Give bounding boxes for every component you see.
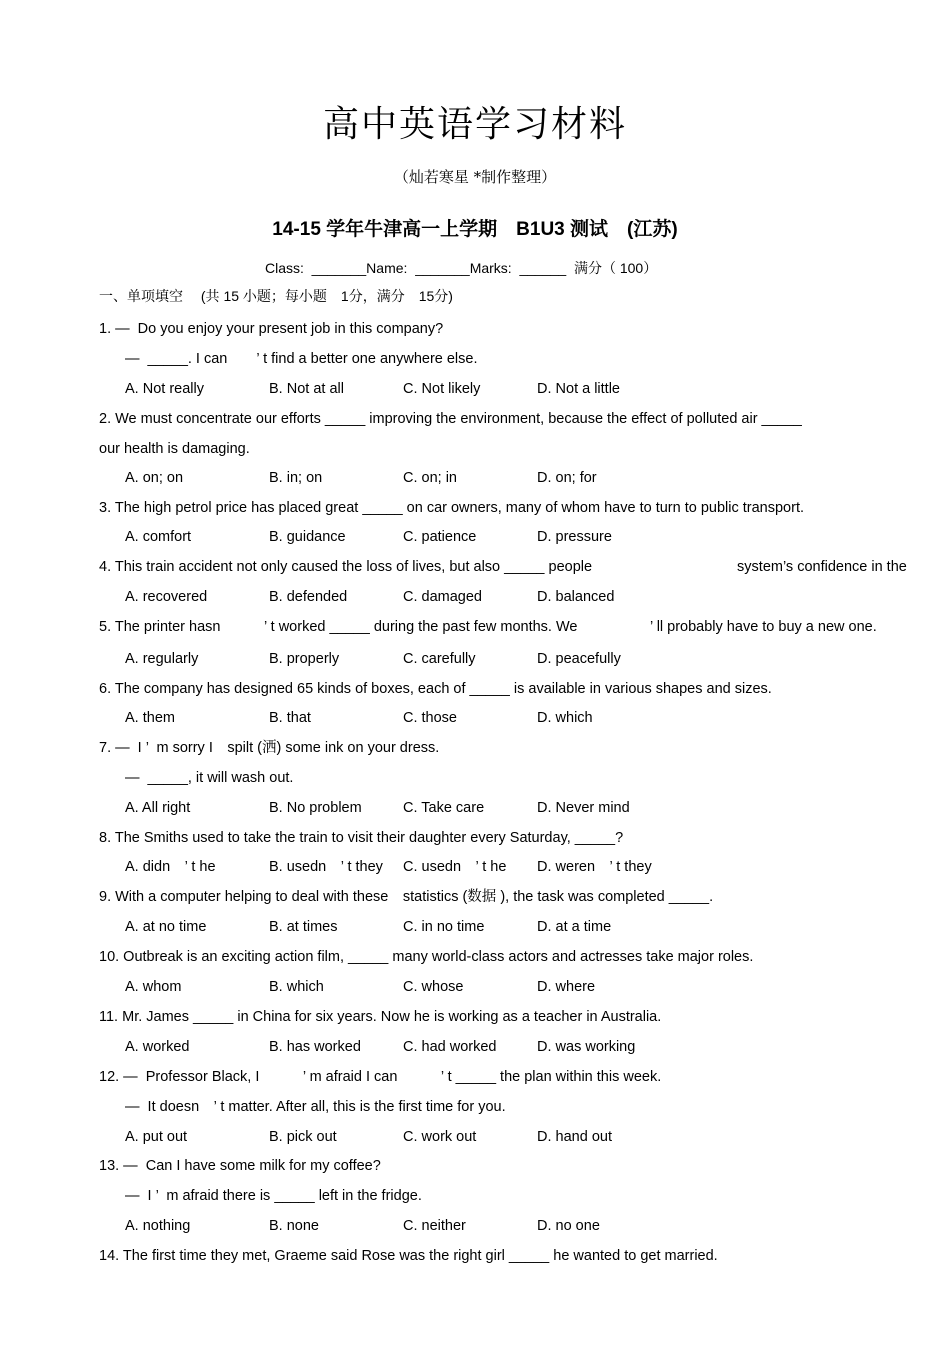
answer-option: A. didn ’ t he [125, 859, 216, 875]
question-text: 6. The company has designed 65 kinds of boxes, each of _____ is available in various shapes and sizes. [99, 681, 772, 697]
question-text: 12. — Professor Black, I ’ m afraid I can ’ t _____ the plan within this week. [99, 1069, 662, 1085]
answer-option: A. whom [125, 979, 182, 995]
answer-option: B. pick out [269, 1129, 337, 1145]
question-line: — _____. I can ’ t find a better one anywhere else. [125, 351, 478, 367]
question-line: our health is damaging. [99, 441, 250, 457]
answer-option: A. Not really [125, 381, 204, 397]
answer-option: A. All right [125, 800, 191, 816]
question-text: 14. The first time they met, Graeme said Rose was the right girl _____ he wanted to get married. [99, 1248, 718, 1264]
answer-option: B. No problem [269, 800, 362, 816]
answer-option: A. comfort [125, 529, 192, 545]
answer-option: B. Not at all [269, 381, 344, 397]
answer-option: A. on; on [125, 470, 184, 486]
question-text: 10. Outbreak is an exciting action film, _____ many world-class actors and actresses take major roles. [99, 949, 754, 965]
answer-option: B. usedn ’ t they [269, 859, 383, 875]
answer-option: C. on; in [403, 470, 457, 486]
answer-option: D. Not a little [537, 381, 620, 397]
question-text: 4. This train accident not only caused the loss of lives, but also _____ people system’s confidence in the [99, 559, 907, 575]
answer-option: B. none [269, 1218, 319, 1234]
test-title: 14-15 学年牛津高一上学期 B1U3 测试 (江苏) [272, 219, 678, 240]
question-text: 9. With a computer helping to deal with these statistics (数据 ), the task was completed _____. [99, 889, 714, 905]
answer-option: D. peacefully [537, 651, 621, 667]
answer-option: D. Never mind [537, 800, 630, 816]
answer-option: D. which [537, 710, 593, 726]
answer-option: B. guidance [269, 529, 346, 545]
answer-option: D. pressure [537, 529, 612, 545]
answer-option: C. had worked [403, 1039, 497, 1055]
answer-option: B. which [269, 979, 324, 995]
answer-option: C. damaged [403, 589, 482, 605]
answer-option: C. neither [403, 1218, 466, 1234]
answer-option: D. was working [537, 1039, 636, 1055]
answer-option: C. usedn ’ t he [403, 859, 507, 875]
answer-option: D. no one [537, 1218, 600, 1234]
answer-option: B. has worked [269, 1039, 361, 1055]
answer-option: B. in; on [269, 470, 323, 486]
answer-option: C. Take care [403, 800, 485, 816]
question-text: 11. Mr. James _____ in China for six years. Now he is working as a teacher in Australia. [99, 1009, 662, 1025]
answer-option: A. them [125, 710, 175, 726]
answer-option: D. balanced [537, 589, 615, 605]
question-text: 13. — Can I have some milk for my coffee? [99, 1158, 381, 1174]
answer-option: C. patience [403, 529, 477, 545]
question-text: 2. We must concentrate our efforts _____ improving the environment, because the effect of polluted air _____ [99, 411, 802, 427]
question-text: 3. The high petrol price has placed great _____ on car owners, many of whom have to turn to public transport. [99, 500, 804, 516]
answer-option: C. whose [403, 979, 464, 995]
question-text: 7. — I ’ m sorry I spilt (洒) some ink on your dress. [99, 740, 440, 756]
question-line: — _____, it will wash out. [125, 770, 294, 786]
answer-option: D. at a time [537, 919, 612, 935]
answer-option: B. properly [269, 651, 340, 667]
answer-option: A. regularly [125, 651, 199, 667]
answer-option: A. put out [125, 1129, 188, 1145]
answer-option: D. hand out [537, 1129, 612, 1145]
answer-option: C. those [403, 710, 457, 726]
subtitle: （灿若寒星 *制作整理） [393, 168, 557, 186]
answer-option: C. work out [403, 1129, 477, 1145]
question-line: — It doesn ’ t matter. After all, this is the first time for you. [125, 1099, 506, 1115]
answer-option: B. at times [269, 919, 338, 935]
answer-option: B. that [269, 710, 311, 726]
answer-option: A. at no time [125, 919, 207, 935]
question-line: — I ’ m afraid there is _____ left in the fridge. [125, 1188, 422, 1204]
question-text: 5. The printer hasn ’ t worked _____ during the past few months. We ’ ll probably have to buy a new one. [99, 619, 877, 635]
question-text: 1. — Do you enjoy your present job in this company? [99, 321, 444, 337]
main-title: 高中英语学习材料 [322, 104, 627, 145]
answer-option: C. Not likely [403, 381, 481, 397]
answer-option: B. defended [269, 589, 348, 605]
info-line: Class: _______Name: _______Marks: ______ 满分（ 100） [265, 260, 658, 276]
answer-option: D. where [537, 979, 596, 995]
question-text: 8. The Smiths used to take the train to visit their daughter every Saturday, _____? [99, 830, 624, 846]
answer-option: A. worked [125, 1039, 190, 1055]
answer-option: D. on; for [537, 470, 597, 486]
answer-option: D. weren ’ t they [537, 859, 652, 875]
section-heading: 一、单项填空 (共 15 小题；每小题 1分，满分 15分) [99, 288, 453, 304]
answer-option: C. carefully [403, 651, 476, 667]
answer-option: A. nothing [125, 1218, 191, 1234]
answer-option: C. in no time [403, 919, 485, 935]
answer-option: A. recovered [125, 589, 208, 605]
